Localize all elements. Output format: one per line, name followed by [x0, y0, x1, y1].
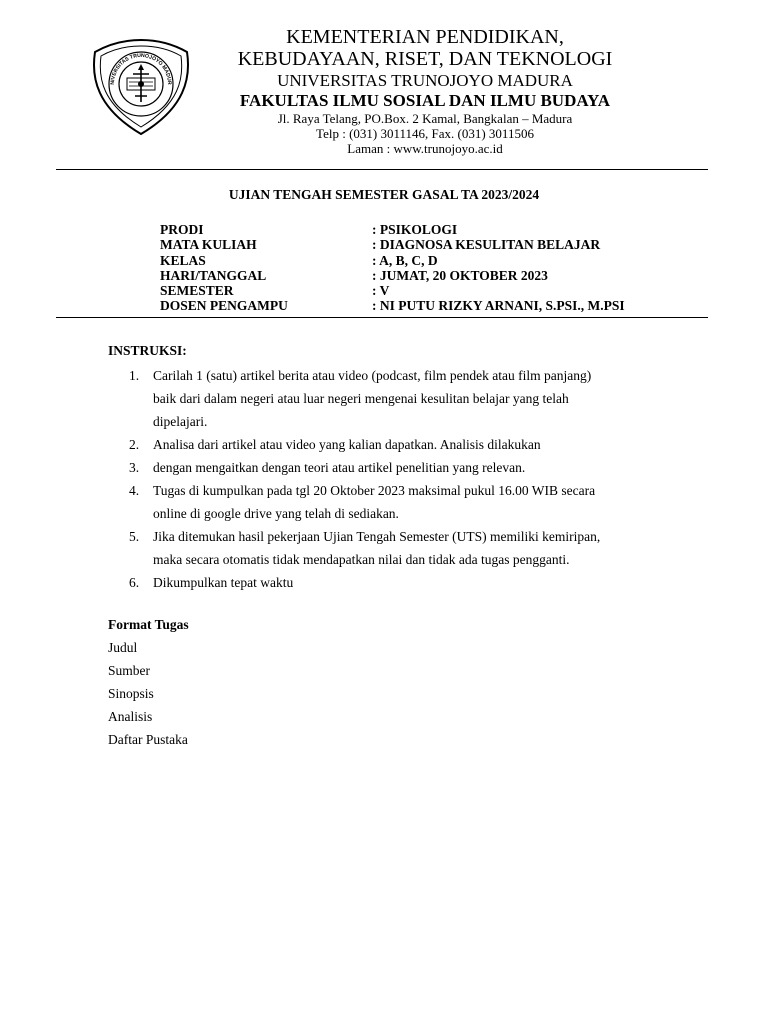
- info-key: DOSEN PENGAMPU: [160, 298, 288, 314]
- format-section: [108, 613, 189, 751]
- item-line: Jika ditemukan hasil pekerjaan Ujian Tengah Semester (UTS) memiliki kemiripan,: [153, 529, 601, 544]
- item-number: 2.: [129, 437, 140, 452]
- item-number: 3.: [129, 460, 140, 475]
- university-logo: [89, 38, 193, 136]
- item-line: maka secara otomatis tidak mendapatkan nilai dan tidak ada tugas pengganti.: [153, 552, 570, 567]
- list-item: [108, 456, 668, 479]
- website: Laman : www.trunojoyo.ac.id: [347, 141, 503, 156]
- info-row-prodi: [160, 222, 680, 237]
- list-item: [108, 525, 668, 571]
- info-key: PRODI: [160, 222, 204, 237]
- item-line: Analisa dari artikel atau video yang kalian dapatkan. Analisis dilakukan: [153, 437, 541, 452]
- format-item: Daftar Pustaka: [108, 732, 188, 747]
- info-key: KELAS: [160, 252, 206, 268]
- faculty-name: FAKULTAS ILMU SOSIAL DAN ILMU BUDAYA: [239, 91, 611, 110]
- info-key: SEMESTER: [160, 283, 234, 299]
- phone-fax: Telp : (031) 3011146, Fax. (031) 3011506: [316, 126, 534, 141]
- ministry-name-line2: KEBUDAYAAN, RISET, DAN TEKNOLOGI: [237, 48, 613, 70]
- item-line: Carilah 1 (satu) artikel berita atau video (podcast, film pendek atau film panjang): [153, 368, 592, 383]
- svg-text:UNIVERSITAS TRUNOJOYO MADURA: NIVERSITAS TRUNOJOYO MADUR: [109, 52, 173, 85]
- format-item: Judul: [108, 640, 138, 655]
- list-item: [108, 364, 668, 433]
- info-value: : V: [372, 283, 390, 299]
- item-number: 5.: [129, 529, 140, 544]
- exam-title: UJIAN TENGAH SEMESTER GASAL TA 2023/2024: [228, 187, 540, 202]
- info-row-hari-tanggal: [160, 268, 680, 283]
- info-value: : A, B, C, D: [372, 252, 438, 268]
- info-key: HARI/TANGGAL: [160, 267, 267, 283]
- item-number: 4.: [129, 483, 140, 498]
- info-value: : PSIKOLOGI: [372, 222, 458, 237]
- header-divider: [56, 169, 708, 170]
- item-line: dipelajari.: [153, 414, 208, 429]
- item-number: 6.: [129, 575, 140, 590]
- university-name: UNIVERSITAS TRUNOJOYO MADURA: [277, 71, 573, 90]
- item-number: 1.: [129, 368, 140, 383]
- format-item: Analisis: [108, 709, 153, 724]
- info-value: : DIAGNOSA KESULITAN BELAJAR: [372, 237, 601, 253]
- ministry-name-line1: KEMENTERIAN PENDIDIKAN,: [286, 26, 564, 48]
- info-key: MATA KULIAH: [160, 237, 257, 253]
- info-value: : JUMAT, 20 OKTOBER 2023: [372, 267, 548, 283]
- format-item: Sumber: [108, 663, 150, 678]
- item-line: baik dari dalam negeri atau luar negeri mengenai kesulitan belajar yang telah: [153, 391, 569, 406]
- address: Jl. Raya Telang, PO.Box. 2 Kamal, Bangkalan – Madura: [277, 111, 573, 126]
- item-line: Dikumpulkan tepat waktu: [153, 575, 294, 590]
- item-line: dengan mengaitkan dengan teori atau artikel penelitian yang relevan.: [153, 460, 526, 475]
- format-item: Sinopsis: [108, 686, 154, 701]
- info-row-dosen: [160, 298, 680, 313]
- format-heading: Format Tugas: [108, 617, 189, 632]
- list-item: [108, 479, 668, 525]
- instructions-list: [108, 364, 668, 594]
- exam-info-table: [160, 222, 680, 314]
- info-row-semester: [160, 283, 680, 298]
- info-row-mata-kuliah: [160, 237, 680, 252]
- list-item: [108, 571, 668, 594]
- item-line: online di google drive yang telah di sediakan.: [153, 506, 399, 521]
- list-item: [108, 433, 668, 456]
- info-value: : NI PUTU RIZKY ARNANI, S.PSI., M.PSI: [372, 298, 625, 314]
- info-divider: [56, 317, 708, 318]
- item-line: Tugas di kumpulkan pada tgl 20 Oktober 2023 maksimal pukul 16.00 WIB secara: [153, 483, 596, 498]
- letterhead: [210, 26, 640, 156]
- info-row-kelas: [160, 253, 680, 268]
- instructions-heading: INSTRUKSI:: [108, 343, 187, 358]
